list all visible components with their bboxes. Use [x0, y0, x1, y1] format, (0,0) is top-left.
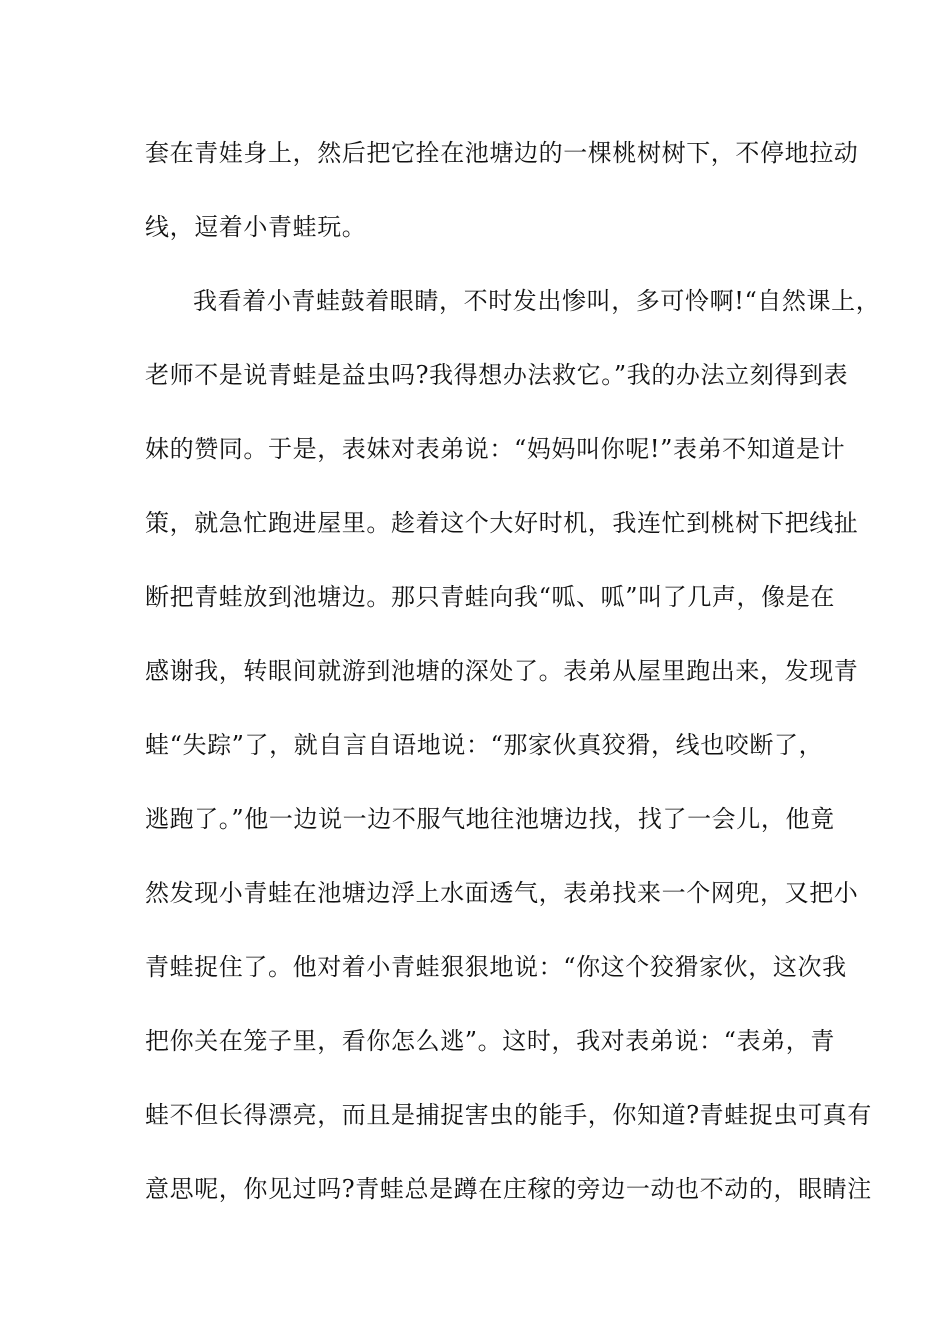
- text-line: 然发现小青蛙在池塘边浮上水面透气，表弟找来一个网兜，又把小: [145, 879, 859, 907]
- text-line: 妹的赞同。于是，表妹对表弟说：“妈妈叫你呢!”表弟不知道是计: [145, 435, 846, 463]
- text-line: 青蛙捉住了。他对着小青蛙狠狠地说：“你这个狡猾家伙，这次我: [145, 953, 847, 981]
- text-line: 套在青娃身上，然后把它拴在池塘边的一棵桃树树下，不停地拉动: [145, 139, 859, 167]
- text-line: 老师不是说青蛙是益虫吗?我得想办法救它。”我的办法立刻得到表: [145, 361, 849, 389]
- text-line: 断把青蛙放到池塘边。那只青蛙向我“呱、呱”叫了几声，像是在: [145, 583, 835, 611]
- text-line: 逃跑了。”他一边说一边不服气地往池塘边找，找了一会儿，他竟: [145, 805, 835, 833]
- text-line: 线，逗着小青蛙玩。: [145, 213, 367, 241]
- text-line: 意思呢，你见过吗?青蛙总是蹲在庄稼的旁边一动也不动的，眼睛注: [145, 1175, 872, 1203]
- text-line: 蛙不但长得漂亮，而且是捕捉害虫的能手，你知道?青蛙捉虫可真有: [145, 1101, 872, 1129]
- text-line: 蛙“失踪”了，就自言自语地说：“那家伙真狡猾，线也咬断了，: [145, 731, 824, 759]
- paragraph-first-line: 我看着小青蛙鼓着眼睛，不时发出惨叫，多可怜啊!“自然课上，: [193, 287, 881, 315]
- text-line: 把你关在笼子里，看你怎么逃”。这时，我对表弟说：“表弟，青: [145, 1027, 835, 1055]
- text-line: 策，就急忙跑进屋里。趁着这个大好时机，我连忙到桃树下把线扯: [145, 509, 859, 537]
- text-line: 感谢我，转眼间就游到池塘的深处了。表弟从屋里跑出来，发现青: [145, 657, 859, 685]
